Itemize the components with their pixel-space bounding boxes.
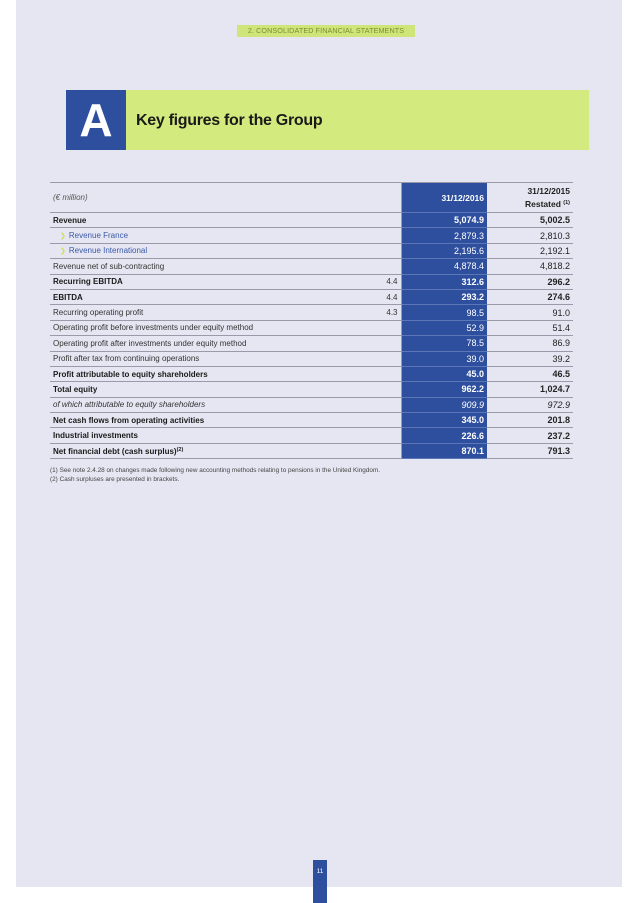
row-value-2015: 791.3	[487, 443, 573, 458]
table-row	[50, 382, 573, 397]
row-value-2016: 312.6	[401, 274, 487, 289]
table-row	[50, 443, 573, 458]
section-letter: A	[66, 90, 126, 150]
row-value-2016: 870.1	[401, 443, 487, 458]
chevron-right-icon: ❯	[60, 233, 66, 241]
row-value-2016: 78.5	[401, 336, 487, 351]
row-note	[378, 336, 401, 351]
row-note	[378, 382, 401, 397]
row-value-2015: 86.9	[487, 336, 573, 351]
footnote-1: (1) See note 2.4.28 on changes made following new accounting methods relating to pensions in the United Kingdom.	[50, 467, 381, 474]
row-note: 4.4	[378, 289, 401, 304]
row-value-2016: 52.9	[401, 320, 487, 335]
row-note	[378, 243, 401, 258]
row-note: 4.4	[378, 274, 401, 289]
table-row	[50, 428, 573, 443]
row-value-2015: 1,024.7	[487, 382, 573, 397]
row-value-2015: 5,002.5	[487, 213, 573, 228]
row-label: Profit attributable to equity shareholders	[50, 366, 378, 381]
row-label: Revenue net of sub-contracting	[50, 259, 378, 274]
row-value-2015: 201.8	[487, 413, 573, 428]
row-note	[378, 413, 401, 428]
table-row	[50, 413, 573, 428]
table-header-row	[50, 183, 573, 213]
row-label: ❯ Revenue International	[50, 243, 378, 258]
row-value-2015: 237.2	[487, 428, 573, 443]
row-label: Recurring EBITDA	[50, 274, 378, 289]
table-row	[50, 289, 573, 304]
row-note	[378, 443, 401, 458]
unit-header: (€ million)	[50, 183, 378, 213]
section-banner	[66, 90, 589, 150]
row-value-2016: 4,878.4	[401, 259, 487, 274]
row-label: Total equity	[50, 382, 378, 397]
row-value-2016: 5,074.9	[401, 213, 487, 228]
row-value-2015: 39.2	[487, 351, 573, 366]
column-header-2015: 31/12/2015 Restated $^{(1)}$	[487, 183, 573, 213]
table-row	[50, 305, 573, 320]
row-label: Revenue	[50, 213, 378, 228]
row-value-2016: 45.0	[401, 366, 487, 381]
row-value-2016: 2,195.6	[401, 243, 487, 258]
row-value-2015: 4,818.2	[487, 259, 573, 274]
row-note	[378, 213, 401, 228]
row-value-2015: 91.0	[487, 305, 573, 320]
row-label: Net financial debt (cash surplus)$^{(2)}$	[50, 443, 378, 458]
row-value-2015: 972.9	[487, 397, 573, 412]
row-value-2016: 909.9	[401, 397, 487, 412]
row-value-2016: 98.5	[401, 305, 487, 320]
row-label: ❯ Revenue France	[50, 228, 378, 243]
footnote-2: (2) Cash surpluses are presented in brackets.	[50, 476, 180, 484]
row-value-2015: 2,192.1	[487, 243, 573, 258]
row-label: Profit after tax from continuing operations	[50, 351, 378, 366]
row-note: 4.3	[378, 305, 401, 320]
row-value-2016: 345.0	[401, 413, 487, 428]
row-note	[378, 228, 401, 243]
table-row	[50, 228, 573, 243]
table-row	[50, 366, 573, 381]
row-label: Net cash flows from operating activities	[50, 413, 378, 428]
page-number: 11	[313, 860, 327, 903]
row-label: Operating profit before investments under equity method	[50, 320, 378, 335]
row-note	[378, 351, 401, 366]
row-label: EBITDA	[50, 289, 378, 304]
row-value-2016: 2,879.3	[401, 228, 487, 243]
row-label: Recurring operating profit	[50, 305, 378, 320]
table-row	[50, 351, 573, 366]
row-note	[378, 397, 401, 412]
row-value-2016: 226.6	[401, 428, 487, 443]
row-note	[378, 428, 401, 443]
row-value-2015: 46.5	[487, 366, 573, 381]
column-header-2016: 31/12/2016	[401, 183, 487, 213]
table-row	[50, 274, 573, 289]
row-label: Industrial investments	[50, 428, 378, 443]
table-row	[50, 397, 573, 412]
chevron-right-icon: ❯	[60, 248, 66, 256]
footnotes	[50, 466, 573, 484]
table-row	[50, 213, 573, 228]
section-tag: 2. CONSOLIDATED FINANCIAL STATEMENTS	[237, 25, 415, 37]
row-label: Operating profit after investments under equity method	[50, 336, 378, 351]
row-value-2016: 39.0	[401, 351, 487, 366]
key-figures-table	[50, 182, 573, 459]
row-label: of which attributable to equity shareholders	[50, 397, 378, 412]
table-row	[50, 336, 573, 351]
row-value-2016: 962.2	[401, 382, 487, 397]
row-value-2015: 274.6	[487, 289, 573, 304]
row-note	[378, 320, 401, 335]
row-note	[378, 366, 401, 381]
row-value-2015: 2,810.3	[487, 228, 573, 243]
row-note	[378, 259, 401, 274]
row-value-2015: 296.2	[487, 274, 573, 289]
section-title: Key figures for the Group	[136, 112, 323, 129]
row-value-2016: 293.2	[401, 289, 487, 304]
table-row	[50, 243, 573, 258]
row-value-2015: 51.4	[487, 320, 573, 335]
table-row	[50, 259, 573, 274]
note-header	[378, 183, 401, 213]
table-row	[50, 320, 573, 335]
